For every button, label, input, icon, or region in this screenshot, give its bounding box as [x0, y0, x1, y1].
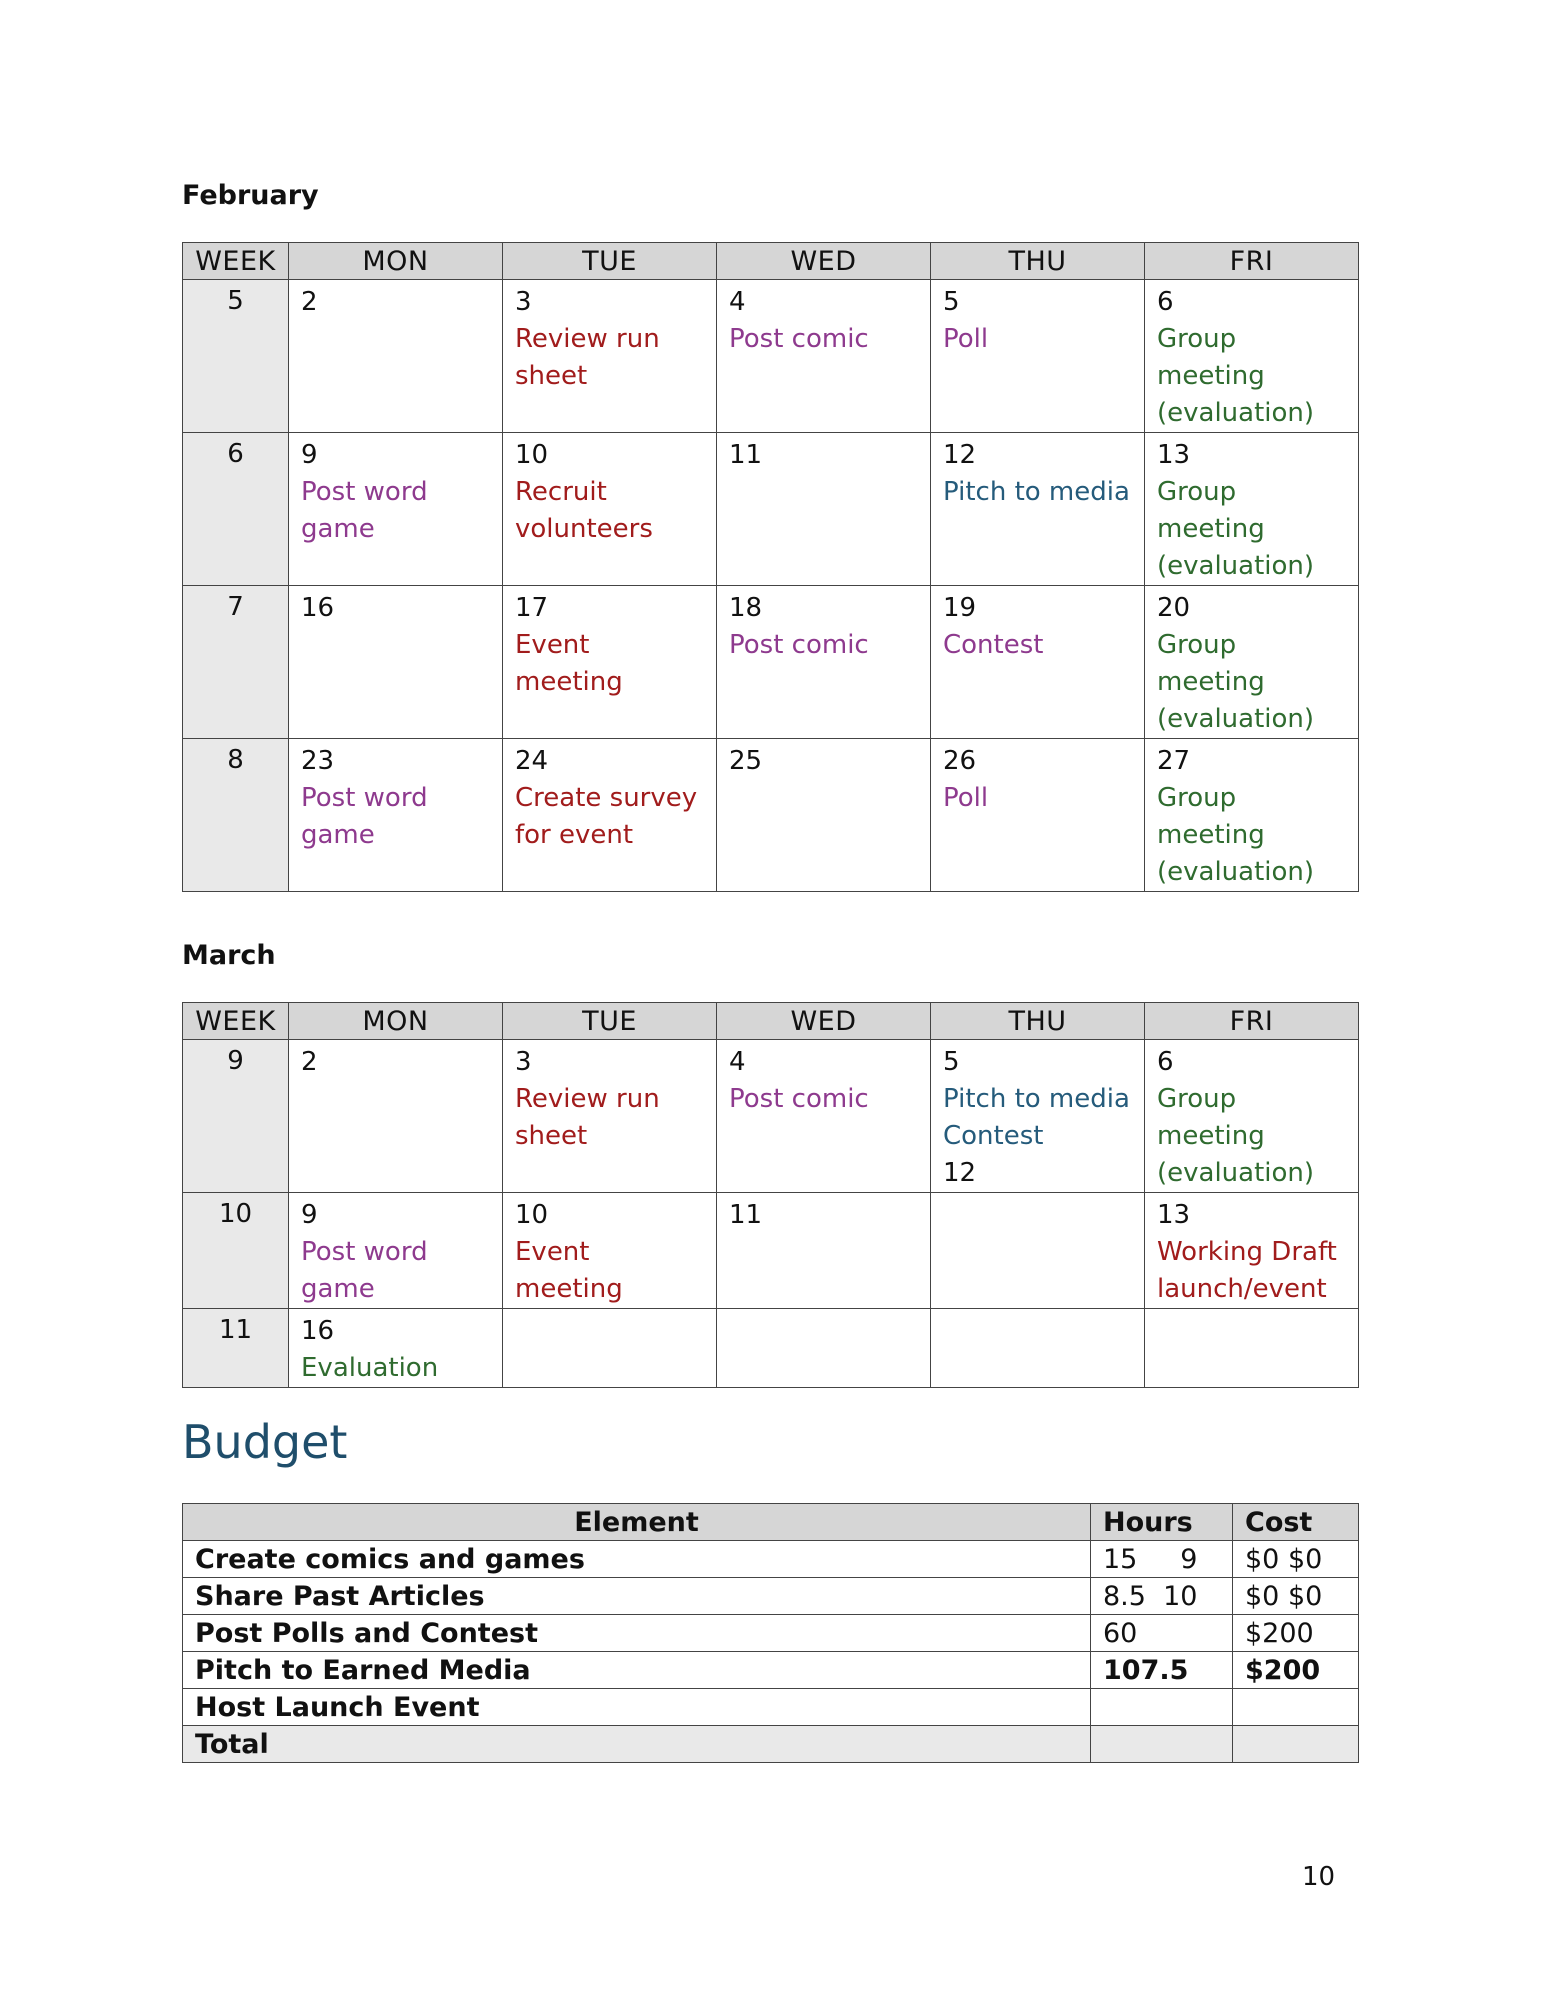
day-cell [717, 1193, 931, 1309]
week-row [183, 1309, 1359, 1388]
day-number: 6 [1157, 1047, 1174, 1077]
budget-hours: 107.5 [1091, 1652, 1233, 1689]
day-cell [717, 1040, 931, 1193]
budget-header-hours: Hours [1091, 1504, 1233, 1541]
march-calendar-table [182, 1002, 1359, 1388]
day-number: 4 [729, 1047, 746, 1077]
week-number: 7 [183, 586, 289, 739]
week-row [183, 433, 1359, 586]
budget-cost: $0 $0 [1233, 1541, 1359, 1578]
header-wed: WED [717, 243, 931, 280]
header-mon: MON [289, 243, 503, 280]
header-week: WEEK [183, 243, 289, 280]
week-number: 6 [183, 433, 289, 586]
week-number: 9 [183, 1040, 289, 1193]
budget-row [183, 1615, 1359, 1652]
day-cell [717, 280, 931, 433]
budget-hours [1091, 1726, 1233, 1763]
budget-element: Create comics and games [183, 1541, 1091, 1578]
budget-cost: $200 [1233, 1652, 1359, 1689]
day-number: 11 [729, 440, 763, 470]
budget-hours: 60 [1091, 1615, 1233, 1652]
day-cell [289, 739, 503, 892]
budget-element: Host Launch Event [183, 1689, 1091, 1726]
day-cell [289, 1309, 503, 1388]
day-number: 16 [301, 1316, 335, 1346]
header-fri: FRI [1145, 1003, 1359, 1040]
event-label: Event meeting [515, 1237, 623, 1304]
header-thu: THU [931, 1003, 1145, 1040]
week-number: 8 [183, 739, 289, 892]
budget-cost [1233, 1689, 1359, 1726]
week-number: 5 [183, 280, 289, 433]
day-number: 16 [301, 593, 335, 623]
day-cell [503, 433, 717, 586]
event-label: Poll [943, 783, 989, 813]
day-cell [289, 586, 503, 739]
week-row [183, 739, 1359, 892]
day-cell [717, 1309, 931, 1388]
day-cell [1145, 280, 1359, 433]
day-cell [1145, 433, 1359, 586]
header-wed: WED [717, 1003, 931, 1040]
day-number: 19 [943, 593, 977, 623]
event-label: Post word game [301, 477, 428, 544]
day-number: 20 [1157, 593, 1191, 623]
day-number: 27 [1157, 746, 1191, 776]
budget-table [182, 1503, 1359, 1763]
budget-hours: 8.5 10 [1091, 1578, 1233, 1615]
event-label: Recruit volunteers [515, 477, 653, 544]
day-number: 23 [301, 746, 335, 776]
event-label: Working Draft launch/event [1157, 1237, 1337, 1304]
event-label: Review run sheet [515, 1084, 660, 1151]
header-thu: THU [931, 243, 1145, 280]
day-number: 13 [1157, 1200, 1191, 1230]
day-cell [931, 433, 1145, 586]
event-label: Poll [943, 324, 989, 354]
event-label: Post word game [301, 783, 428, 850]
day-number: 10 [515, 440, 549, 470]
day-cell [931, 1309, 1145, 1388]
day-cell [931, 739, 1145, 892]
budget-element: Post Polls and Contest [183, 1615, 1091, 1652]
budget-total-row [183, 1726, 1359, 1763]
event-label: Contest [943, 1121, 1044, 1151]
day-cell [931, 586, 1145, 739]
day-number: 25 [729, 746, 763, 776]
day-number: 3 [515, 1047, 532, 1077]
header-fri: FRI [1145, 243, 1359, 280]
february-heading: February [182, 180, 319, 211]
day-cell [289, 433, 503, 586]
event-label: Create survey for event [515, 783, 698, 850]
day-cell [503, 1193, 717, 1309]
page-number: 10 [1302, 1862, 1336, 1892]
budget-cost [1233, 1726, 1359, 1763]
budget-element: Pitch to Earned Media [183, 1652, 1091, 1689]
week-row [183, 280, 1359, 433]
day-cell [1145, 1040, 1359, 1193]
day-number: 11 [729, 1200, 763, 1230]
day-number: 24 [515, 746, 549, 776]
budget-header-cost: Cost [1233, 1504, 1359, 1541]
event-label: Group meeting (evaluation) [1157, 630, 1315, 734]
event-label: Group meeting (evaluation) [1157, 1084, 1315, 1188]
budget-row [183, 1541, 1359, 1578]
event-label: Pitch to media [943, 477, 1130, 507]
day-cell [931, 1040, 1145, 1193]
budget-row [183, 1578, 1359, 1615]
budget-cost: $0 $0 [1233, 1578, 1359, 1615]
header-tue: TUE [503, 243, 717, 280]
day-cell [717, 586, 931, 739]
day-number: 2 [301, 287, 318, 317]
day-number: 4 [729, 287, 746, 317]
event-label: Pitch to media [943, 1084, 1130, 1114]
day-cell [931, 280, 1145, 433]
day-cell [503, 1040, 717, 1193]
budget-heading: Budget [182, 1415, 348, 1469]
day-number: 3 [515, 287, 532, 317]
day-number: 9 [301, 1200, 318, 1230]
day-cell [931, 1193, 1145, 1309]
day-cell [503, 1309, 717, 1388]
day-cell [717, 433, 931, 586]
day-cell [289, 280, 503, 433]
event-label: Post comic [729, 324, 869, 354]
week-number: 11 [183, 1309, 289, 1388]
day-cell [503, 739, 717, 892]
day-number: 26 [943, 746, 977, 776]
day-cell [1145, 1193, 1359, 1309]
budget-cost: $200 [1233, 1615, 1359, 1652]
week-row [183, 1193, 1359, 1309]
event-label: Review run sheet [515, 324, 660, 391]
header-tue: TUE [503, 1003, 717, 1040]
march-heading: March [182, 940, 276, 971]
budget-header-element: Element [183, 1504, 1091, 1541]
event-label: Event meeting [515, 630, 623, 697]
budget-row [183, 1652, 1359, 1689]
event-label: Group meeting (evaluation) [1157, 783, 1315, 887]
event-label: Contest [943, 630, 1044, 660]
event-label: Post comic [729, 1084, 869, 1114]
budget-hours [1091, 1689, 1233, 1726]
day-number: 9 [301, 440, 318, 470]
budget-hours: 15 9 [1091, 1541, 1233, 1578]
budget-element: Total [183, 1726, 1091, 1763]
day-cell [717, 739, 931, 892]
day-cell [289, 1040, 503, 1193]
header-week: WEEK [183, 1003, 289, 1040]
budget-row [183, 1689, 1359, 1726]
event-label: Post word game [301, 1237, 428, 1304]
event-label: 12 [943, 1158, 977, 1188]
day-number: 12 [943, 440, 977, 470]
week-row [183, 586, 1359, 739]
day-cell [1145, 1309, 1359, 1388]
event-label: Group meeting (evaluation) [1157, 477, 1315, 581]
day-number: 5 [943, 1047, 960, 1077]
day-cell [289, 1193, 503, 1309]
day-cell [1145, 739, 1359, 892]
february-calendar-table [182, 242, 1359, 892]
budget-element: Share Past Articles [183, 1578, 1091, 1615]
event-label: Evaluation [301, 1353, 439, 1383]
day-number: 2 [301, 1047, 318, 1077]
week-row [183, 1040, 1359, 1193]
event-label: Post comic [729, 630, 869, 660]
event-label: Group meeting (evaluation) [1157, 324, 1315, 428]
day-number: 13 [1157, 440, 1191, 470]
day-cell [1145, 586, 1359, 739]
day-number: 5 [943, 287, 960, 317]
day-cell [503, 586, 717, 739]
day-number: 10 [515, 1200, 549, 1230]
day-number: 17 [515, 593, 549, 623]
budget-header-row [183, 1504, 1359, 1541]
day-number: 6 [1157, 287, 1174, 317]
header-mon: MON [289, 1003, 503, 1040]
day-number: 18 [729, 593, 763, 623]
day-cell [503, 280, 717, 433]
week-number: 10 [183, 1193, 289, 1309]
